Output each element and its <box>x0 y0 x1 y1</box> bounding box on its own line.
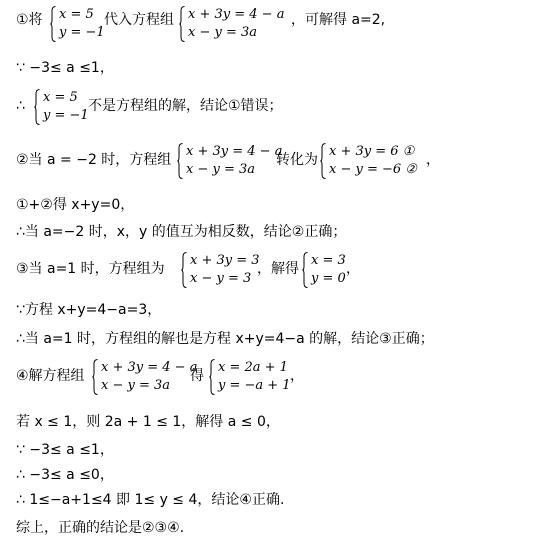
line5: ①+②得 x+y=0， <box>16 197 135 213</box>
equation: y = −a + 1 <box>218 378 291 393</box>
brace-icon <box>179 6 185 42</box>
brace-icon <box>209 359 215 395</box>
line10-text: 得 <box>190 368 204 384</box>
equation: x = 3 <box>311 253 346 268</box>
brace-icon <box>181 252 187 288</box>
equation: y = 0 <box>311 271 346 286</box>
line14: ∴ 1≤−a+1≤4 即 1≤ y ≤ 4，结论④正确. <box>16 492 285 508</box>
equation: x = 5 <box>43 90 78 105</box>
equation: x − y = 3a <box>188 25 258 40</box>
line3-conclusion: 不是方程组的解，结论①错误； <box>88 98 283 114</box>
line3-therefore: ∴ <box>16 98 25 114</box>
equation: x = 5 <box>59 7 94 22</box>
equation: x + 3y = 4 − a <box>188 7 285 22</box>
brace-icon <box>320 143 326 179</box>
equation: x − y = 3 <box>190 271 252 286</box>
line11: 若 x ≤ 1，则 2a + 1 ≤ 1，解得 a ≤ 0， <box>16 414 280 430</box>
line7-system <box>181 252 260 288</box>
line10-system-solution <box>209 359 291 395</box>
line1-intro: ①将 <box>16 12 43 28</box>
equation: x + 3y = 3 <box>190 253 260 268</box>
line2: ∵ −3≤ a ≤1， <box>16 60 114 76</box>
line7-system-solution <box>302 252 346 288</box>
line9: ∴当 a=1 时，方程组的解也是方程 x+y=4−a 的解，结论③正确； <box>16 331 434 347</box>
equation: y = −1 <box>43 108 89 123</box>
equation: x + 3y = 6 ① <box>329 144 415 159</box>
line6: ∴当 a=−2 时，x，y 的值互为相反数，结论②正确； <box>16 224 347 240</box>
line4-comma: ， <box>426 152 440 168</box>
line1-text: 代入方程组 <box>104 12 174 28</box>
line13: ∴ −3≤ a ≤0， <box>16 467 114 483</box>
line10-comma: ， <box>290 368 304 384</box>
brace-icon <box>92 359 98 395</box>
equation: y = −1 <box>59 25 105 40</box>
line12: ∵ −3≤ a ≤1， <box>16 442 114 458</box>
brace-icon <box>177 143 183 179</box>
line1-system <box>179 6 289 42</box>
equation: x − y = −6 ② <box>329 162 417 177</box>
line1-system-solution <box>50 6 105 42</box>
line7-comma: ， <box>346 261 360 277</box>
line8: ∵方程 x+y=4−a=3， <box>16 302 162 318</box>
equation: x − y = 3a <box>101 378 171 393</box>
line4-system-transformed <box>320 143 426 179</box>
line4-intro: ②当 a = −2 时，方程组 <box>16 152 172 168</box>
line3-system-solution <box>34 89 89 125</box>
brace-icon <box>50 6 56 42</box>
line7-text: ，解得 <box>257 261 299 277</box>
line4-system <box>177 143 289 179</box>
equation: x + 3y = 4 − a <box>101 360 198 375</box>
equation: x + 3y = 4 − a <box>186 144 283 159</box>
line4-text: 转化为 <box>276 152 318 168</box>
brace-icon <box>34 89 40 125</box>
line1-result: ，可解得 a=2, <box>291 12 386 28</box>
brace-icon <box>302 252 308 288</box>
equation: x − y = 3a <box>186 162 256 177</box>
line10-intro: ④解方程组 <box>16 368 85 384</box>
line10-system <box>92 359 202 395</box>
line7-intro: ③当 a=1 时，方程组为 <box>16 261 165 277</box>
equation: x = 2a + 1 <box>218 360 288 375</box>
line15: 综上，正确的结论是②③④. <box>16 520 185 536</box>
